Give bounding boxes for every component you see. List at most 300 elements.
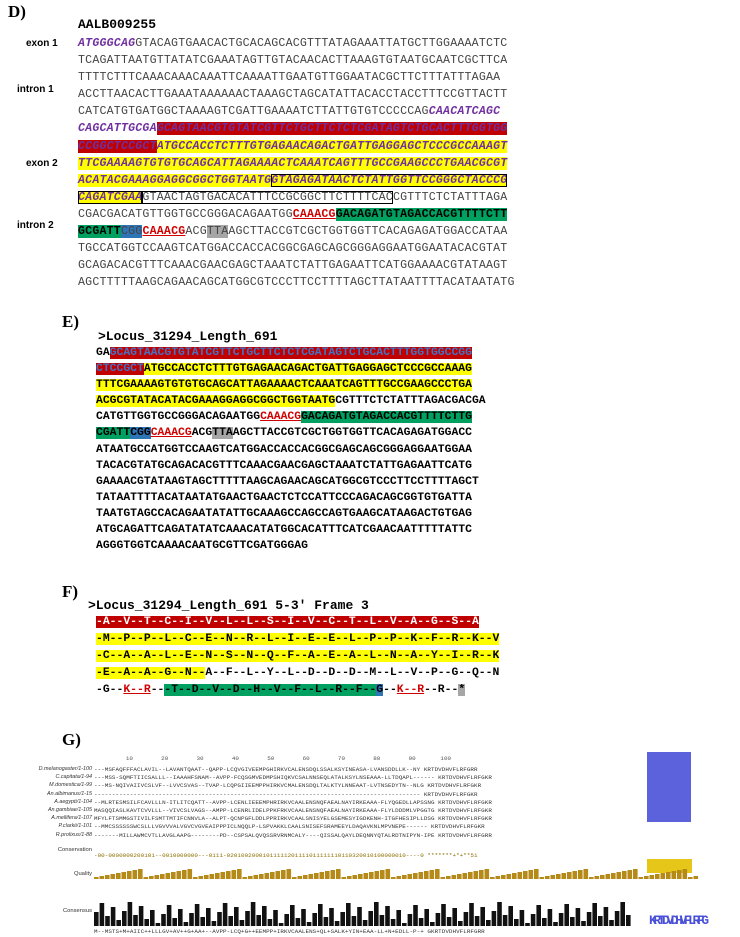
quality-bar (628, 870, 633, 879)
quality-bar (441, 877, 446, 879)
consensus-block (604, 907, 609, 926)
consensus-block (217, 912, 222, 926)
quality-bar (435, 869, 440, 879)
consensus-block (503, 915, 508, 926)
sequence-segment: CATGTTGGTGCCGGGACAGAATGG (96, 411, 261, 424)
quality-bar (298, 876, 303, 879)
quality-bar (402, 875, 407, 879)
alignment-sequence: ------------------------------------------------------------------------------------------- KRTDVDHVFLRFGKR (94, 790, 478, 798)
sequence-line (78, 223, 515, 240)
consensus-block (380, 915, 385, 926)
consensus-block (548, 909, 553, 926)
consensus-block (262, 906, 267, 926)
consensus-logo (94, 888, 714, 928)
consensus-block (436, 913, 441, 926)
sequence-line (96, 345, 486, 361)
sequence-line (78, 103, 515, 120)
quality-bar (353, 875, 358, 879)
quality-bar (485, 869, 490, 879)
sequence-segment: ACG (185, 225, 207, 239)
sequence-segment: TAATGTAGCCACAGAATATATTGCAAAGCCAGCCAGTGAAGCATAAGACTGTGAG (96, 507, 472, 520)
consensus-block (475, 916, 480, 926)
quality-bar (347, 876, 352, 879)
alignment-sequence: --MLRTESMSILFCAVLLLN-ITLITCQATT--AVPP-LCENLIEEEMPHRIRKVCAALENSNQFAEALNAYIRKEAAA-FLYQGEDLLAPSSNG KRTDVDHVFLRFGKR (94, 798, 492, 806)
quality-bar (342, 877, 347, 879)
sequence-segment: ACCTTAACACTTGAAATAAAAAACTAAAGCTAGCATATTACACCTACCTTTCCGTTACTT (78, 88, 508, 102)
sequence-line (78, 240, 515, 257)
sequence-segment: AGGGTGGTCAAAACAATGCGTTCGATGGGAG (96, 540, 308, 553)
consensus-block (156, 923, 161, 926)
quality-bar (534, 869, 539, 879)
quality-bar (336, 869, 341, 879)
sequence-segment: TTTTCTTTCAAACAAACAAATTCAAAATTGAATGTTGGAATACGCTTCTTTATTTAGAA (78, 71, 501, 85)
quality-bar (617, 872, 622, 879)
quality-bar (320, 872, 325, 879)
panel-f-label: F) (62, 582, 79, 601)
quality-bar (413, 873, 418, 879)
consensus-block (307, 922, 312, 926)
alignment-sequence-name: P.clarkii/1-101 (58, 823, 92, 830)
quality-bar (523, 871, 528, 879)
consensus-block (139, 906, 144, 926)
translation-line (96, 648, 499, 665)
quality-bar (463, 873, 468, 879)
consensus-label: Consensus (62, 908, 92, 914)
sequence-line (78, 257, 515, 274)
consensus-block (542, 918, 547, 926)
quality-bar (265, 873, 270, 879)
sequence-segment: CGG (130, 427, 151, 440)
quality-bar (309, 874, 314, 879)
consensus-block (492, 911, 497, 926)
sequence-line (96, 490, 486, 506)
quality-bar (210, 874, 215, 879)
translation-line (96, 614, 499, 631)
consensus-block (206, 908, 211, 926)
consensus-block (256, 915, 261, 926)
quality-bar (193, 877, 198, 879)
consensus-block (245, 911, 250, 926)
conservation-label: Conservation (57, 847, 92, 853)
panel-d-label: D) (8, 2, 26, 21)
quality-bar (457, 874, 462, 879)
sequence-segment: TTTCGAAAAGTGTGTGCAGCATTAGAAAACTCAAATCAGTTTGCCGAAGCCCTGA (96, 379, 472, 392)
quality-bar (501, 875, 506, 879)
consensus-block (464, 912, 469, 926)
consensus-block (615, 911, 620, 926)
consensus-block (609, 920, 614, 926)
consensus-block (581, 921, 586, 926)
sequence-segment: CGG (120, 225, 143, 239)
quality-bar (100, 876, 105, 879)
consensus-block (223, 903, 228, 926)
consensus-block (402, 923, 407, 926)
quality-bar (292, 877, 297, 879)
sequence-segment: AGCTTTTTAAGCAGAACAGCATGGCGTCCCTTCCTTTTAGCTTATAATTTTACATAATATG (78, 276, 515, 290)
quality-bar (144, 877, 149, 879)
consensus-block (312, 913, 317, 926)
sequence-segment: GCAGACACGTTTCAAACGAACGAGCTAAATCTATTGAGAATTCATGGAAAACGTATAAGT (78, 259, 508, 273)
consensus-block (408, 914, 413, 926)
quality-bar (694, 876, 699, 879)
quality-bar (430, 870, 435, 879)
quality-bar (375, 871, 380, 879)
sequence-segment: ACGCGTATACATACGAAAGGAGGCGGCTGGTAATG (96, 395, 336, 408)
quality-bar (611, 873, 616, 879)
quality-bar (479, 870, 484, 879)
quality-bar (105, 875, 110, 879)
consensus-block (318, 904, 323, 926)
quality-bar (215, 873, 220, 879)
consensus-block (212, 921, 217, 926)
alignment-sequence: --MMCSSSSSSWCSLLLVGVVVALVGVCVGVEAIPPPICLNQQLP-LSPVAKKLCAALSNISEFSRAMEEYLDAQAVKNLMPVNEPE------ KRTDVDHVFLRFGKR (94, 823, 485, 831)
consensus-block (363, 920, 368, 926)
sequence-segment: GTAGAGATAACTCTATTGGTTCCGGGCTACCCG (271, 173, 508, 187)
consensus-block (234, 907, 239, 926)
quality-bar (254, 875, 259, 879)
consensus-block (301, 909, 306, 926)
panel-f-translation (96, 614, 499, 699)
sequence-segment: AGCTTACCGTCGCTGGTGGTTCACAGAGATGGACC (232, 427, 472, 440)
quality-bar (512, 873, 517, 879)
panel-g-label: G) (62, 730, 81, 749)
quality-bar (688, 877, 693, 879)
consensus-block (570, 917, 575, 926)
quality-bar (138, 869, 143, 879)
alignment-sequence-name: R.prolixus/1-88 (55, 831, 92, 838)
quality-bar (419, 872, 424, 879)
sequence-line (96, 538, 486, 554)
consensus-block (200, 917, 205, 926)
label-exon-1: exon 1 (26, 38, 58, 49)
consensus-block (536, 905, 541, 926)
consensus-block (329, 908, 334, 926)
quality-bar (639, 877, 644, 879)
sequence-segment: GAAAACGTATAAGTAGCTTTTTAAGCAGAACAGCATGGCGTCCCTTCCTTTTAGCT (96, 475, 479, 488)
consensus-block (430, 922, 435, 926)
sequence-segment: CGACGACATGTTGGTGCCGGGACAGAATGG (78, 207, 293, 221)
quality-bar (243, 877, 248, 879)
sequence-segment: G (376, 683, 384, 696)
consensus-block (352, 916, 357, 926)
quality-bar (281, 870, 286, 879)
sequence-segment: * (458, 683, 466, 696)
conserved-motif-highlight (647, 752, 691, 822)
consensus-block (116, 920, 121, 926)
sequence-segment: CTCCGCT (96, 363, 144, 376)
consensus-block (122, 911, 127, 926)
quality-bar (578, 870, 583, 879)
quality-bar (622, 871, 627, 879)
consensus-block (559, 913, 564, 926)
sequence-segment: CAAACG (142, 225, 186, 239)
translation-line (96, 665, 499, 682)
quality-bar (199, 876, 204, 879)
sequence-segment: CAAACG (150, 427, 192, 440)
sequence-line (78, 120, 515, 137)
alignment-sequence: ---MS-NQIVAIIVCSLVF--LVVCSVAS--TVAP-LCQPGIIEEMPPHIRKVCMALENSDQLTALKTYLNNEAAT-LVTNSEDYTN--NLG KRTDVDHVFLRFGKR (94, 782, 482, 790)
alignment-sequence-name: A.aegypti/1-104 (54, 798, 92, 805)
quality-bar (655, 874, 660, 879)
alignment-sequence-name: An.gambiae/1-105 (47, 807, 92, 813)
sequence-segment: --R-- (424, 683, 459, 696)
sequence-segment: CAACATCAGC (428, 105, 501, 119)
sequence-line (96, 361, 486, 377)
sequence-line (96, 506, 486, 522)
sequence-segment: -- (383, 683, 397, 696)
sequence-line (78, 138, 515, 155)
sequence-line (96, 522, 486, 538)
quality-bar (677, 870, 682, 879)
alignment-sequence-name: An.albimanus/1-15 (47, 790, 92, 797)
sequence-segment: GACAGATGTAGACCACGTTTTCTTG (301, 411, 472, 424)
alignment-sequence: MFYLFTSMMGSTIVILFSMTTMTIFCNNVLA--ALPT-QCNPGFLDDLPPRIRKVCAALSNISYELGSEMESYIGDKENH-ITGFHESIPLLDSG KRTDVDHVFLRFGKR (94, 815, 492, 823)
quality-bar (606, 874, 611, 879)
sequence-segment: TATAATTTTACATAATATGAACTGAACTCTCCATTCCCAGACAGCGGTGTGATTA (96, 491, 472, 504)
consensus-block (447, 917, 452, 926)
sequence-segment: -- (150, 683, 165, 696)
sequence-segment: GA (96, 347, 110, 359)
sequence-line (96, 425, 486, 441)
quality-bar (188, 869, 193, 879)
consensus-block (189, 913, 194, 926)
sequence-segment: CATCATGTGATGGCTAAAAGTCGATTGAAAATCTTATTGTGTCCCCCAG (78, 105, 429, 119)
consensus-block (598, 916, 603, 926)
consensus-block (385, 906, 390, 926)
consensus-block (167, 905, 172, 926)
quality-bar (380, 870, 385, 879)
consensus-block (111, 907, 116, 926)
sequence-line (96, 474, 486, 490)
sequence-segment: TGCCATGGTCCAAGTCATGGACCACCACGGCGAGCAGCGGGAGGAATGGAATACACGTAT (78, 242, 508, 256)
sequence-segment: GACAGATGTAGACCACGTTTTCTT (335, 207, 508, 221)
quality-bar (556, 874, 561, 879)
quality-bar (204, 875, 209, 879)
consensus-block (514, 919, 519, 926)
consensus-block (161, 914, 166, 926)
sequence-segment: GTAACTAGTGACACATTTCCGCGGCTTCTTTTCAC (142, 190, 393, 204)
alignment-figure (0, 752, 740, 937)
consensus-block (184, 922, 189, 926)
consensus-block (228, 916, 233, 926)
quality-bar (644, 876, 649, 879)
consensus-block (413, 905, 418, 926)
consensus-block (290, 905, 295, 926)
consensus-block (346, 903, 351, 926)
consensus-sequence: M--MSTS+M+AIIC++LLLGV+AV++G+AA+--AVPP-LCQ+G++EEMPP+IRKVCAALENS+QL+SALK+YIN+EAA-LL+N+EDLL-P-+ GKRTDVDHVFLRFGRR (94, 928, 485, 935)
quality-bar (518, 872, 523, 879)
quality-label: Quality (73, 871, 92, 877)
quality-bar (573, 871, 578, 879)
alignment-sequence-name: M.domestica/1-99 (49, 782, 92, 789)
translation-line (96, 682, 499, 699)
consensus-block (564, 904, 569, 926)
quality-bar (589, 877, 594, 879)
sequence-segment: ATGCCACCTCTTTGTGAGAACAGACTGATTGAGGAGCTCCCGCCAAAG (143, 363, 472, 376)
panel-e-sequence (96, 345, 486, 554)
quality-bar (325, 871, 330, 879)
quality-bar (94, 877, 99, 879)
alignment-sequence-name: A.mellifera/1-107 (51, 815, 92, 822)
sequence-line (78, 69, 515, 86)
consensus-block (340, 912, 345, 926)
quality-bar (496, 876, 501, 879)
panel-d-accession: AALB009255 (78, 17, 157, 32)
sequence-line (78, 86, 515, 103)
quality-bar (149, 876, 154, 879)
quality-bar (111, 874, 116, 879)
quality-bar (474, 871, 479, 879)
sequence-segment: ATAATGCCATGGTCCAAGTCATGGACCACCACGGCGAGCAGCGGGAGGAATGGAA (96, 443, 472, 456)
quality-bar (600, 875, 605, 879)
quality-bar (166, 873, 171, 879)
sequence-line (78, 155, 515, 172)
consensus-block (396, 910, 401, 926)
sequence-segment: A--F--L--Y--L--D--D--D--M--L--V--P--G--Q--N (205, 666, 500, 679)
consensus-block (133, 915, 138, 926)
sequence-segment: ACATACGAAAGGAGGCGGCTGGTAATG (78, 173, 272, 187)
quality-bar (650, 875, 655, 879)
sequence-segment: CCGGCTCCGCT (78, 139, 157, 153)
quality-bar (314, 873, 319, 879)
alignment-sequence: ---MSFAQFFFACLAVIL--LAVANTQAAT--QAPP-LCQVGIVEEMPGHIRKVCALENSDQLSSALKSYINEASA-LVANSDDLLK--NY KRTDVDHVFLRFGRR (94, 766, 478, 773)
alignment-ruler: 10 20 30 40 50 60 70 80 90 100 (94, 755, 452, 762)
panel-e-header: >Locus_31294_Length_691 (98, 329, 278, 344)
quality-bar (595, 876, 600, 879)
consensus-block (374, 902, 379, 926)
quality-bar (116, 873, 121, 879)
quality-bar (424, 871, 429, 879)
quality-bar (133, 870, 138, 879)
consensus-block (178, 909, 183, 926)
quality-bar (127, 871, 132, 879)
quality-bar (364, 873, 369, 879)
consensus-block (469, 903, 474, 926)
alignment-sequence: MASQQIASLKAVTCVVLLL--VIVCSLVAGS--AMPP-LCENRLIDELPPKFRKVCAALENSNQFAEALNAYIRKEAAA-FLYLDDDMLVPGGTG KRTDVDHVFLRFGKR (94, 807, 492, 814)
sequence-segment: CAGATCGAA (78, 190, 143, 204)
sequence-segment: -E--A--A--G--N-- (96, 666, 206, 679)
consensus-block (94, 912, 99, 926)
sequence-segment: TTA (212, 427, 233, 440)
quality-bar (551, 875, 556, 879)
quality-bar (221, 872, 226, 879)
consensus-block (335, 921, 340, 926)
consensus-block (296, 918, 301, 926)
panel-e-label: E) (62, 312, 79, 331)
label-intron-2: intron 2 (17, 220, 54, 231)
consensus-block (195, 904, 200, 926)
sequence-line (78, 189, 515, 206)
consensus-motif-text: KRTDVDHVFLRFG (649, 913, 709, 928)
consensus-block (620, 902, 625, 926)
quality-bar (270, 872, 275, 879)
consensus-block (268, 919, 273, 926)
sequence-segment: ATGCCACCTCTTTGTGAGAACAGACTGATTGAGGAGCTCCCGCCAAAGT (156, 139, 508, 153)
consensus-block (458, 921, 463, 926)
sequence-segment: TTA (206, 225, 229, 239)
consensus-block (452, 908, 457, 926)
quality-bar (276, 871, 281, 879)
consensus-block (150, 910, 155, 926)
quality-bar (683, 869, 688, 879)
consensus-block (273, 910, 278, 926)
consensus-block (100, 903, 105, 926)
consensus-block (144, 919, 149, 926)
quality-bar (287, 869, 292, 879)
consensus-block (486, 920, 491, 926)
quality-bar (259, 874, 264, 879)
sequence-line (96, 393, 486, 409)
quality-bar (540, 877, 545, 879)
quality-bar (408, 874, 413, 879)
sequence-segment: ATGGGCAG (78, 37, 136, 50)
consensus-block (105, 916, 110, 926)
quality-bar (160, 874, 165, 879)
sequence-segment: CAAACG (292, 207, 336, 221)
quality-bar (155, 875, 160, 879)
label-intron-1: intron 1 (17, 84, 54, 95)
consensus-block (520, 910, 525, 926)
sequence-segment: -A--V--T--C--I--V--L--L--S--I--V--C--T--L--V--A--G--S--A (96, 616, 479, 628)
quality-bar (226, 871, 231, 879)
consensus-block (531, 914, 536, 926)
sequence-line (78, 206, 515, 223)
consensus-block (368, 911, 373, 926)
sequence-line (96, 458, 486, 474)
quality-bar (122, 872, 127, 879)
consensus-block (497, 902, 502, 926)
sequence-segment: TACACGTATGCAGACACGTTTCAAACGAACGAGCTAAATCTATTGAGAATTCATG (96, 459, 472, 472)
quality-bar (661, 873, 666, 879)
quality-bar (331, 870, 336, 879)
consensus-block (284, 914, 289, 926)
consensus-block (525, 923, 530, 926)
quality-bar (490, 877, 495, 879)
quality-bar (562, 873, 567, 879)
quality-bar (468, 872, 473, 879)
alignment-sequence-name: D.melanogaster/1-100 (38, 766, 92, 772)
panel-d-sequence (78, 35, 515, 291)
panel-f-header: >Locus_31294_Length_691 5-3' Frame 3 (88, 598, 369, 613)
quality-bar (633, 869, 638, 879)
sequence-segment: CGTTTCTCTATTTAGACGACGA (335, 395, 486, 408)
alignment-sequence-name: C.capitata/1-94 (55, 774, 92, 781)
sequence-segment: K--R (123, 683, 151, 696)
quality-bar (452, 875, 457, 879)
sequence-segment: CAGCATTGCGA (78, 122, 157, 136)
consensus-block (508, 906, 513, 926)
sequence-segment: TTCGAAAAGTGTGTGCAGCATTAGAAAACTCAAATCAGTTTGCCGAAGCCCTGAACGCGT (78, 156, 508, 170)
sequence-segment: -M--P--P--L--C--E--N--R--L--I--E--E--L--P--P--K--F--R--K--V (96, 632, 500, 645)
consensus-block (576, 908, 581, 926)
consensus-block (251, 902, 256, 926)
conservation-values: -00-0000000200101--0010000000---0111-02010020001011111201111011111110110320010100000010----0 *******+*+**51 (94, 852, 478, 859)
consensus-block (172, 918, 177, 926)
consensus-block (240, 920, 245, 926)
sequence-line (78, 274, 515, 291)
quality-bar (358, 874, 363, 879)
quality-bar (248, 876, 253, 879)
consensus-block (424, 909, 429, 926)
quality-bar (529, 870, 534, 879)
sequence-segment: GCAGTAACGTGTATCGTTCTGCTTCTCTCGATAGTCTGCACTTTGGTGG (156, 122, 508, 136)
alignment-sequence: -------MILLAWMCVTLLAVGLAAPG--------PD--CSPSALQVQSSRVRNMCALY----QISSALQAYLDEQNNYQTALRDTNIPYN-IPE KRTDVDHVFLRFGRR (94, 831, 492, 839)
sequence-segment: GCGATT (78, 225, 121, 239)
quality-bar (303, 875, 308, 879)
consensus-block (279, 923, 284, 926)
sequence-line (96, 377, 486, 393)
quality-bar (171, 872, 176, 879)
